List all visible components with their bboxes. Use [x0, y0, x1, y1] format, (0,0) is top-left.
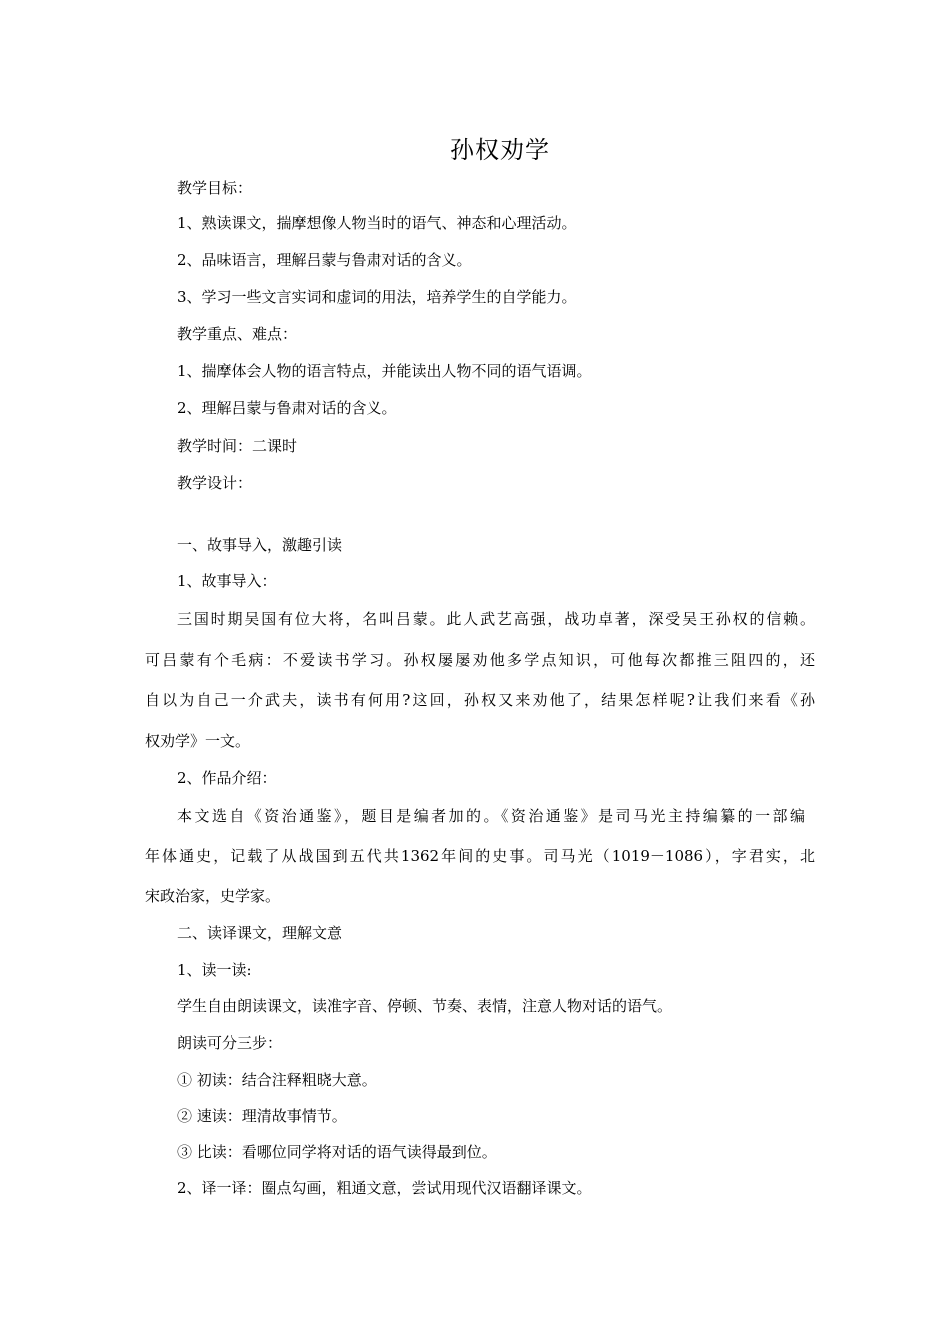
teaching-time: 教学时间：二课时 — [177, 437, 298, 455]
section-heading: 一、故事导入，激趣引读 — [177, 536, 343, 554]
goal-item: 2、品味语言，理解吕蒙与鲁肃对话的含义。 — [177, 251, 472, 269]
story-paragraph-line: 可吕蒙有个毛病：不爱读书学习。孙权屡屡劝他多学点知识，可他每次都推三阻四的，还 — [145, 651, 815, 669]
subsection-heading: 2、作品介绍： — [177, 769, 277, 787]
subsection-heading: 1、故事导入： — [177, 572, 277, 590]
goal-item: 1、熟读课文，揣摩想像人物当时的语气、神态和心理活动。 — [177, 214, 577, 232]
story-paragraph-line: 权劝学》一文。 — [145, 732, 251, 750]
step-item: ② 速读：理清故事情节。 — [177, 1107, 347, 1125]
goal-item: 3、学习一些文言实词和虚词的用法，培养学生的自学能力。 — [177, 288, 577, 306]
key-point-item: 1、揣摩体会人物的语言特点，并能读出人物不同的语气语调。 — [177, 362, 592, 380]
story-paragraph-line: 自以为自己一介武夫，读书有何用?这回，孙权又来劝他了，结果怎样呢?让我们来看《孙 — [145, 691, 815, 709]
goals-heading: 教学目标： — [177, 179, 253, 197]
story-paragraph-line: 三国时期吴国有位大将，名叫吕蒙。此人武艺高强，战功卓著，深受吴王孙权的信赖。 — [177, 610, 815, 628]
intro-paragraph-line: 本文选自《资治通鉴》，题目是编者加的。《资治通鉴》是司马光主持编纂的一部编 — [177, 807, 805, 825]
step-item: ① 初读：结合注释粗晓大意。 — [177, 1071, 377, 1089]
key-points-heading: 教学重点、难点： — [177, 325, 298, 343]
step-item: ③ 比读：看哪位同学将对话的语气读得最到位。 — [177, 1143, 497, 1161]
design-heading: 教学设计： — [177, 474, 253, 492]
intro-paragraph-line: 年体通史，记载了从战国到五代共1362年间的史事。司马光（1019－1086），字君实，北 — [145, 847, 815, 865]
key-point-item: 2、理解吕蒙与鲁肃对话的含义。 — [177, 399, 397, 417]
steps-heading: 朗读可分三步： — [177, 1034, 283, 1052]
section-heading: 二、读译课文，理解文意 — [177, 924, 343, 942]
intro-paragraph-line: 宋政治家，史学家。 — [145, 887, 281, 905]
read-description: 学生自由朗读课文，读准字音、停顿、节奏、表情，注意人物对话的语气。 — [177, 997, 673, 1015]
document-title: 孙权劝学 — [450, 136, 550, 164]
subsection-heading: 2、译一译：圈点勾画，粗通文意，尝试用现代汉语翻译课文。 — [177, 1179, 592, 1197]
subsection-heading: 1、读一读: — [177, 961, 252, 979]
